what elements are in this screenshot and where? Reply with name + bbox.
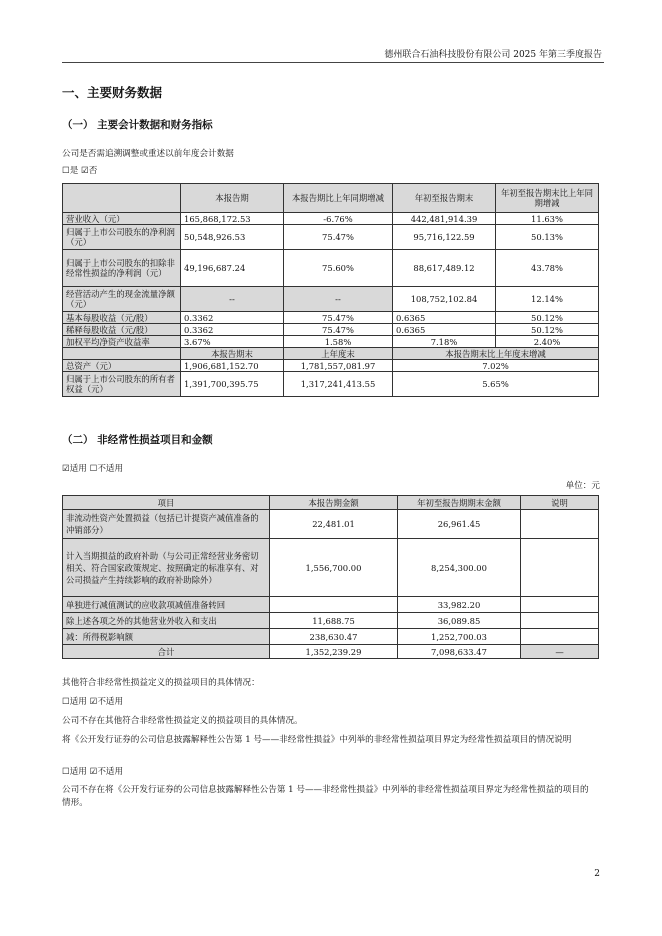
row-label: 稀释每股收益（元/股） [63, 324, 181, 336]
table-cell: 1,906,681,152.70 [181, 360, 284, 372]
table-cell [270, 597, 398, 613]
reclass-options[interactable]: ☐适用 ☑不适用 [62, 767, 124, 777]
table-cell: 108,752,102.84 [393, 287, 496, 312]
table-cell: 75.47% [284, 324, 393, 336]
table-cell: 12.14% [496, 287, 599, 312]
table-cell: 1,781,557,081.97 [284, 360, 393, 372]
table-cell: 0.6365 [393, 324, 496, 336]
table-cell: -- [284, 287, 393, 312]
table-row [63, 360, 599, 372]
table-cell [521, 613, 599, 629]
subsection-title-2: （二） 非经常性损益项目和金额 [62, 434, 213, 446]
table-header-cell [63, 348, 181, 360]
reclass-text: 将《公开发行证券的公司信息披露解释性公告第 1 号——非经常性损益》中列举的非经常性损益项目界定为经常性损益项目的情况说明 [62, 735, 572, 745]
table-row [63, 336, 599, 348]
table-cell: 88,617,489.12 [393, 250, 496, 287]
table-cell: -6.76% [284, 213, 393, 225]
row-label: 经营活动产生的现金流量净额（元） [63, 287, 181, 312]
table-header-cell: 本报告期末比上年度末增减 [393, 348, 599, 360]
table-cell: 50.12% [496, 312, 599, 324]
restate-options[interactable]: ☐是 ☑否 [62, 166, 98, 176]
row-label: 总资产（元） [63, 360, 181, 372]
table-cell: 1,352,239.29 [270, 645, 398, 659]
table-row [63, 372, 599, 397]
table-cell: — [521, 645, 599, 659]
table-row [63, 324, 599, 336]
table-row [63, 629, 599, 645]
table-cell: 1,556,700.00 [270, 539, 398, 597]
other-question: 其他符合非经常性损益定义的损益项目的具体情况： [62, 678, 260, 688]
table-cell: 33,982.20 [398, 597, 521, 613]
table-cell: 3.67% [181, 336, 284, 348]
table-cell: 36,089.85 [398, 613, 521, 629]
header-title: 德州联合石油科技股份有限公司 2025 年第三季度报告 [384, 50, 602, 60]
table-cell: 8,254,300.00 [398, 539, 521, 597]
table-header-cell [63, 184, 181, 213]
table-cell: 50.13% [496, 225, 599, 250]
non-recurring-table [62, 495, 599, 659]
row-label: 除上述各项之外的其他营业外收入和支出 [63, 613, 270, 629]
row-label: 非流动性资产处置损益（包括已计提资产减值准备的冲销部分） [63, 510, 270, 539]
section-title: 一、主要财务数据 [62, 85, 163, 100]
table-header-cell: 年初至报告期末 [393, 184, 496, 213]
table-cell: 0.3362 [181, 324, 284, 336]
table-cell: 1.58% [284, 336, 393, 348]
table-header-cell: 本报告期 [181, 184, 284, 213]
table-cell [521, 539, 599, 597]
page-number: 2 [594, 869, 600, 879]
row-label: 单独进行减值测试的应收款项减值准备转回 [63, 597, 270, 613]
table-cell: 238,630.47 [270, 629, 398, 645]
table-cell: 50.12% [496, 324, 599, 336]
table-cell: 95,716,122.59 [393, 225, 496, 250]
table-header-cell: 本报告期金额 [270, 496, 398, 510]
table-header-cell: 上年度末 [284, 348, 393, 360]
other-options[interactable]: ☐适用 ☑不适用 [62, 697, 124, 707]
table-cell: 1,317,241,413.55 [284, 372, 393, 397]
table-cell [521, 597, 599, 613]
table-cell: 0.3362 [181, 312, 284, 324]
table-cell: 442,481,914.39 [393, 213, 496, 225]
subsection-title-1: （一） 主要会计数据和财务指标 [62, 119, 213, 131]
table-cell: 11.63% [496, 213, 599, 225]
table-row [63, 250, 599, 287]
table-cell [521, 510, 599, 539]
table-cell: 1,252,700.03 [398, 629, 521, 645]
table-header-cell: 项目 [63, 496, 270, 510]
header-divider [62, 62, 604, 63]
row-label: 减：所得税影响额 [63, 629, 270, 645]
table-row [63, 287, 599, 312]
table-cell: 22,481.01 [270, 510, 398, 539]
row-label: 营业收入（元） [63, 213, 181, 225]
table-cell: -- [181, 287, 284, 312]
key-financial-table [62, 183, 599, 397]
table-row [63, 645, 599, 659]
table-cell: 5.65% [393, 372, 599, 397]
table-row [63, 613, 599, 629]
table-cell: 50,548,926.53 [181, 225, 284, 250]
table-row [63, 597, 599, 613]
table-cell: 75.47% [284, 312, 393, 324]
table-cell: 43.78% [496, 250, 599, 287]
row-label: 合计 [63, 645, 270, 659]
table-cell: 49,196,687.24 [181, 250, 284, 287]
table-header-cell: 年初至报告期末比上年同期增减 [496, 184, 599, 213]
row-label: 加权平均净资产收益率 [63, 336, 181, 348]
table-cell: 7.18% [393, 336, 496, 348]
table-cell [521, 629, 599, 645]
table-cell: 7,098,633.47 [398, 645, 521, 659]
table-row [63, 539, 599, 597]
table-header-cell: 年初至报告期期末金额 [398, 496, 521, 510]
table-cell: 11,688.75 [270, 613, 398, 629]
table-cell: 1,391,700,395.75 [181, 372, 284, 397]
row-label: 基本每股收益（元/股） [63, 312, 181, 324]
table-cell: 165,868,172.53 [181, 213, 284, 225]
table-cell: 26,961.45 [398, 510, 521, 539]
table-cell: 75.60% [284, 250, 393, 287]
table-row [63, 510, 599, 539]
row-label: 归属于上市公司股东的扣除非经常性损益的净利润（元） [63, 250, 181, 287]
table-header-cell: 本报告期末 [181, 348, 284, 360]
row-label: 归属于上市公司股东的净利润（元） [63, 225, 181, 250]
other-text: 公司不存在其他符合非经常性损益定义的损益项目的具体情况。 [62, 716, 303, 726]
reclass-body: 公司不存在将《公开发行证券的公司信息披露解释性公告第 1 号——非经常性损益》中列举的非经常性损益项目界定为经常性损益的项目的情形。 [62, 785, 589, 808]
table-header-cell: 本报告期比上年同期增减 [284, 184, 393, 213]
table-row [63, 213, 599, 225]
table-cell: 2.40% [496, 336, 599, 348]
row-label: 计入当期损益的政府补助（与公司正常经营业务密切相关、符合国家政策规定、按照确定的标准享有、对公司损益产生持续影响的政府补助除外） [63, 539, 270, 597]
table-cell: 7.02% [393, 360, 599, 372]
table-cell: 75.47% [284, 225, 393, 250]
row-label: 归属于上市公司股东的所有者权益（元） [63, 372, 181, 397]
table-header-cell: 说明 [521, 496, 599, 510]
unit-label: 单位：元 [565, 481, 600, 491]
table-cell: 0.6365 [393, 312, 496, 324]
table-row [63, 312, 599, 324]
apply-options[interactable]: ☑适用 ☐不适用 [62, 464, 124, 474]
restate-question: 公司是否需追溯调整或重述以前年度会计数据 [62, 149, 234, 159]
table-row [63, 225, 599, 250]
